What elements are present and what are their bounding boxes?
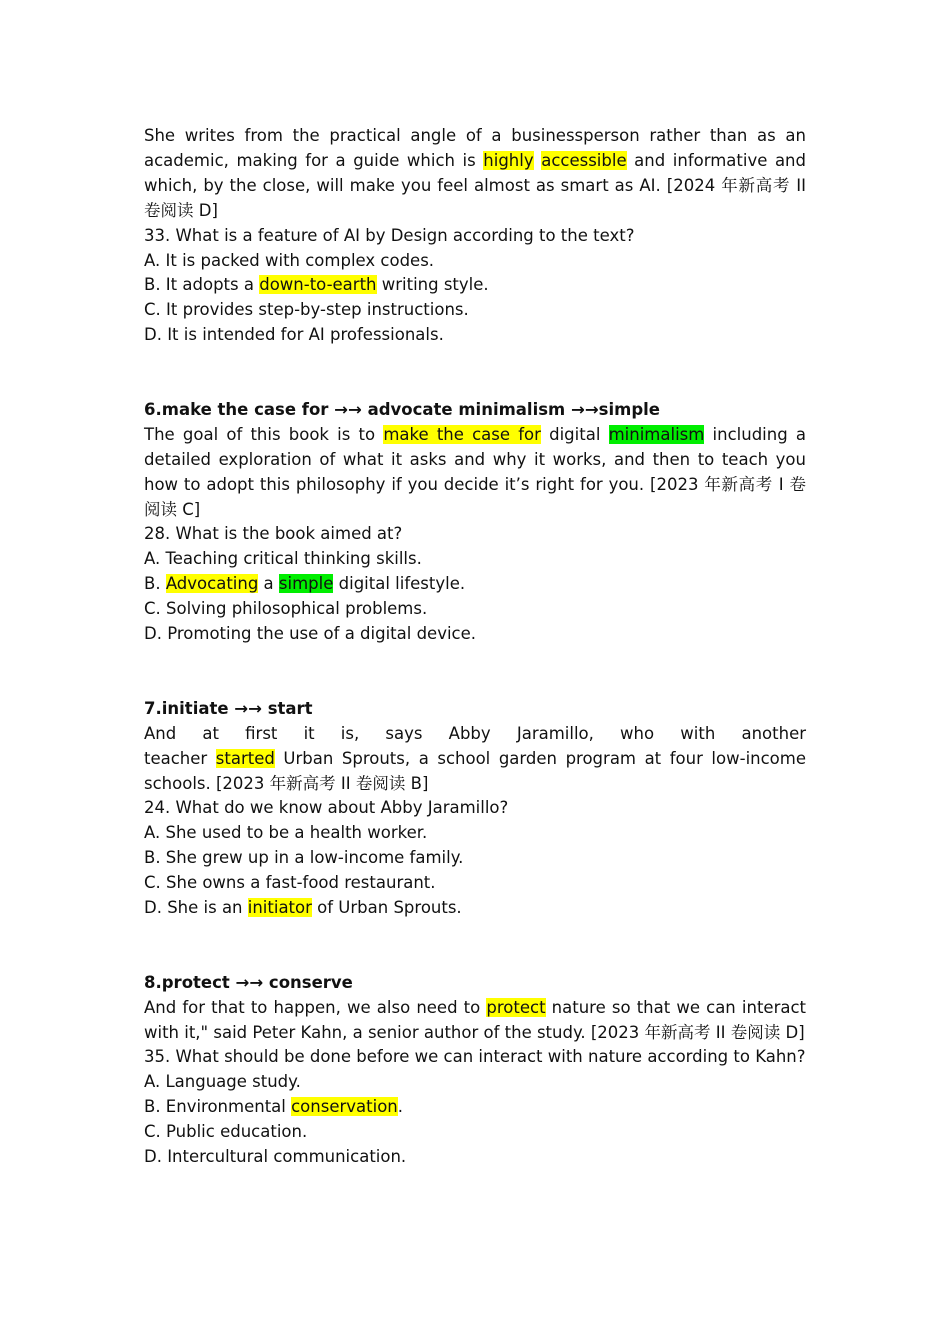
option-d: D. Promoting the use of a digital device. bbox=[144, 624, 477, 644]
passage: teacher started Urban Sprouts, a school garden program at four low-income schools. [2023 年新高考 II 卷阅读 B] bbox=[144, 748, 806, 793]
option-b: B. Environmental conservation. bbox=[144, 1097, 403, 1117]
option-c: C. Solving philosophical problems. bbox=[144, 599, 428, 619]
document-page bbox=[144, 124, 806, 1170]
section-heading: 7.initiate →→ start bbox=[144, 698, 313, 718]
highlight: minimalism bbox=[608, 424, 705, 444]
section-8 bbox=[144, 971, 806, 1170]
option-a: A. It is packed with complex codes. bbox=[144, 250, 435, 270]
highlight: accessible bbox=[541, 150, 627, 170]
option-b: B. Advocating a simple digital lifestyle. bbox=[144, 574, 466, 594]
option-b: B. She grew up in a low-income family. bbox=[144, 848, 464, 868]
section-7 bbox=[144, 697, 806, 921]
highlight: conservation bbox=[291, 1097, 398, 1117]
option-b: B. It adopts a down-to-earth writing style. bbox=[144, 275, 489, 295]
highlight: down-to-earth bbox=[259, 275, 377, 295]
highlight: highly bbox=[483, 150, 534, 170]
passage: She writes from the practical angle of a businessperson rather than as an academic, making for a guide which is highly accessible and informative and which, by the close, will make you feel almost as smart as AI. [2024 年新高考 II 卷阅读 D] bbox=[144, 126, 806, 220]
option-a: A. Language study. bbox=[144, 1072, 301, 1092]
option-c: C. She owns a fast-food restaurant. bbox=[144, 873, 436, 893]
spacer bbox=[144, 647, 806, 697]
question: 28. What is the book aimed at? bbox=[144, 524, 403, 544]
highlight: initiator bbox=[247, 898, 312, 918]
section-heading: 8.protect →→ conserve bbox=[144, 972, 353, 992]
spacer bbox=[144, 348, 806, 398]
option-d: D. It is intended for AI professionals. bbox=[144, 325, 444, 345]
question: 33. What is a feature of AI by Design according to the text? bbox=[144, 225, 635, 245]
passage: The goal of this book is to make the case for digital minimalism including a detailed exploration of what it asks and why it works, and then to teach you how to adopt this philosophy if you decide it’s right for you. [2023 年新高考 I 卷阅读 C] bbox=[144, 424, 806, 519]
passage-line: And at first it is, says Abby Jaramillo, who with another bbox=[144, 723, 806, 743]
option-d: D. Intercultural communication. bbox=[144, 1147, 407, 1167]
highlight: Advocating bbox=[165, 574, 259, 594]
question: 35. What should be done before we can interact with nature according to Kahn? bbox=[144, 1047, 806, 1067]
question: 24. What do we know about Abby Jaramillo? bbox=[144, 798, 509, 818]
section-ai-by-design bbox=[144, 124, 806, 348]
option-a: A. Teaching critical thinking skills. bbox=[144, 549, 422, 569]
option-c: C. It provides step-by-step instructions. bbox=[144, 300, 469, 320]
highlight: protect bbox=[486, 997, 546, 1017]
option-d: D. She is an initiator of Urban Sprouts. bbox=[144, 898, 462, 918]
passage: And for that to happen, we also need to protect nature so that we can interact with it," said Peter Kahn, a senior author of the study. [2023 年新高考 II 卷阅读 D] bbox=[144, 997, 806, 1042]
highlight: simple bbox=[278, 574, 334, 594]
spacer bbox=[144, 921, 806, 971]
section-6 bbox=[144, 398, 806, 647]
section-heading: 6.make the case for →→ advocate minimalism →→simple bbox=[144, 399, 660, 419]
option-a: A. She used to be a health worker. bbox=[144, 823, 428, 843]
option-c: C. Public education. bbox=[144, 1122, 308, 1142]
highlight: make the case for bbox=[383, 424, 541, 444]
highlight: started bbox=[215, 748, 275, 768]
